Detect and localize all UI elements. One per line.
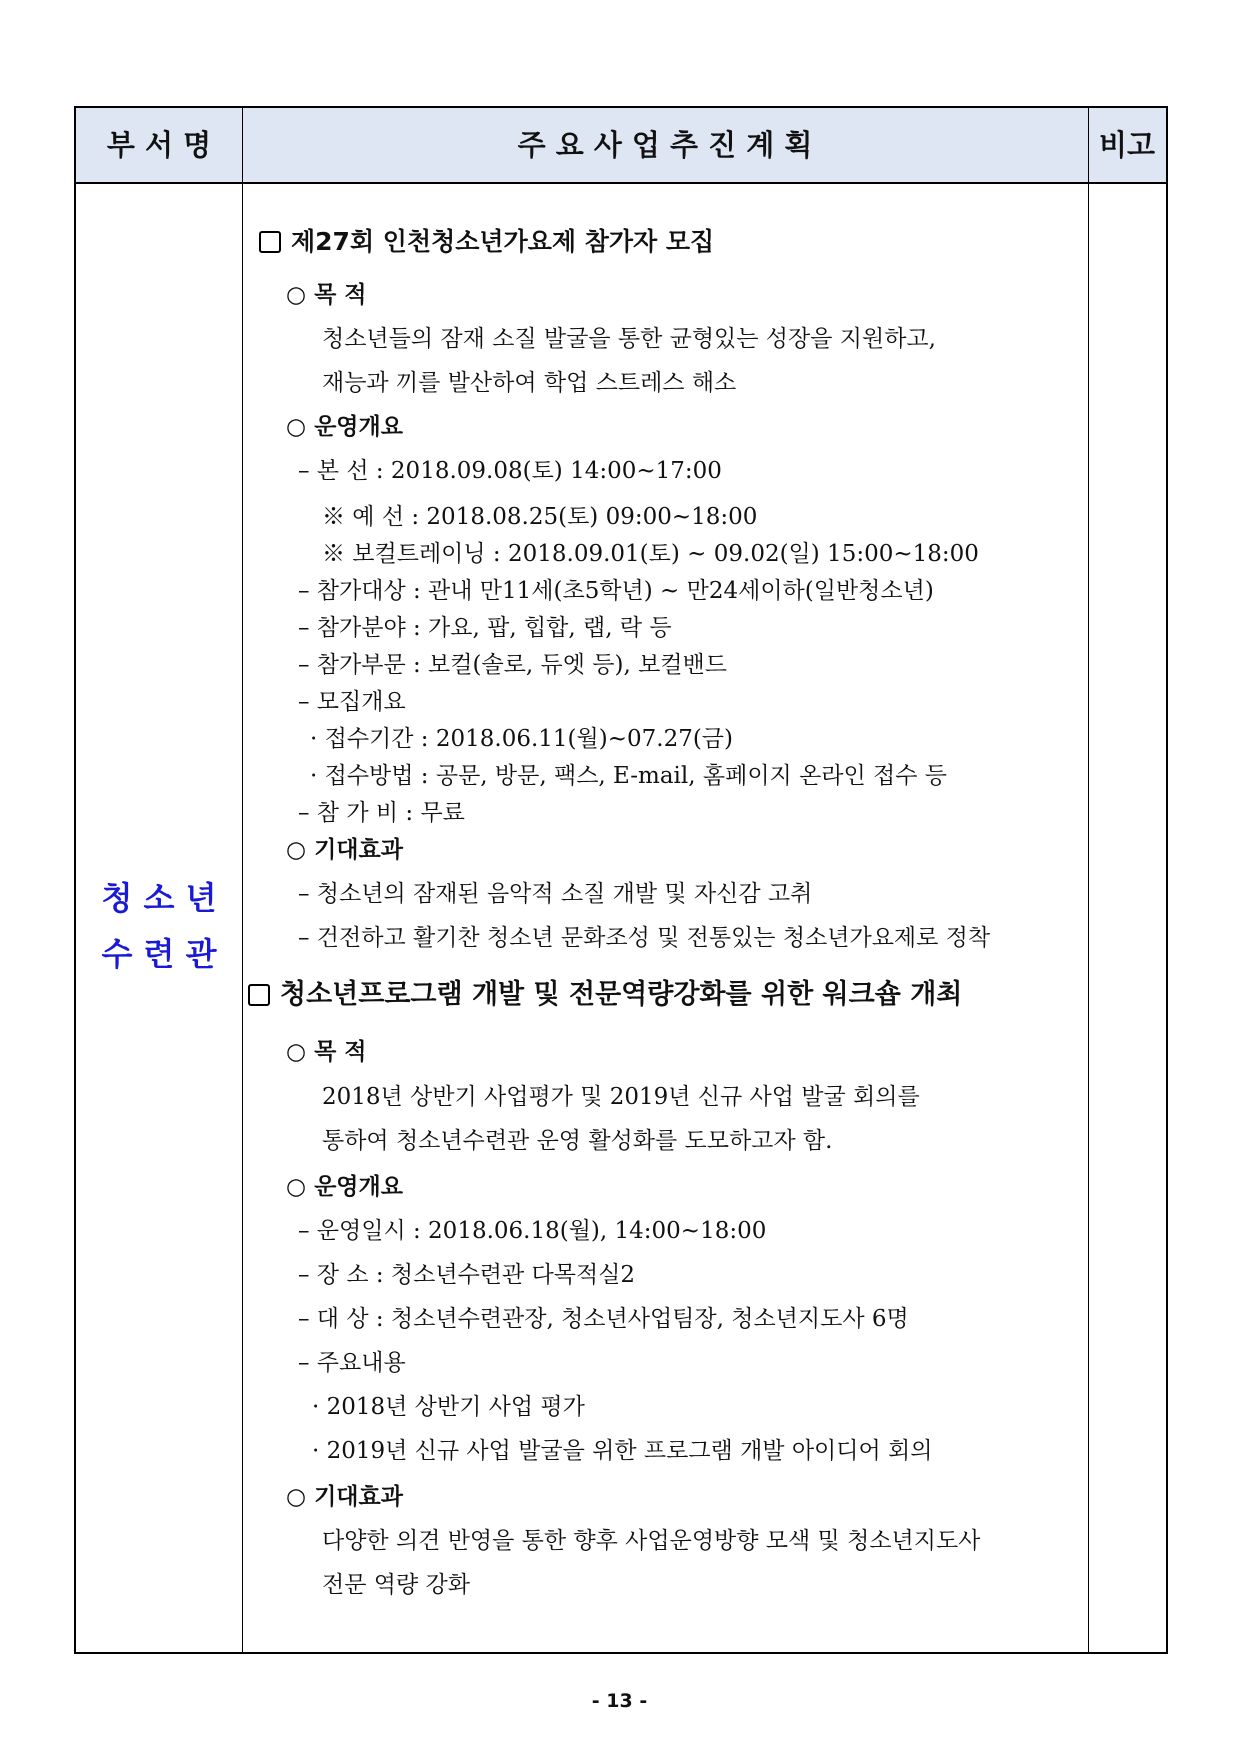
section2-effect-heading: ○ 기대효과 [286,1484,403,1510]
section2-title-row [248,972,962,1011]
section1-prelim: ※ 예 선 : 2018.08.25(토) 09:00~18:00 [322,504,758,530]
section1-purpose-line1: 청소년들의 잠재 소질 발굴을 통한 균형있는 성장을 지원하고, [322,326,936,352]
department-line1: 청 소 년 [101,879,217,917]
plan-table [74,106,1168,1654]
section1-purpose-heading: ○ 목 적 [286,282,367,308]
section1-recruit: – 모집개요 [298,689,406,715]
department-line2: 수 련 관 [101,935,217,973]
column-divider [242,108,243,1652]
section1-purpose-line2: 재능과 끼를 발산하여 학업 스트레스 해소 [322,370,737,396]
section1-effect1: – 청소년의 잠재된 음악적 소질 개발 및 자신감 고취 [298,881,813,907]
section1-main: – 본 선 : 2018.09.08(토) 14:00~17:00 [298,458,722,484]
section2-purpose-heading: ○ 목 적 [286,1039,367,1065]
section1-effect2: – 건전하고 활기찬 청소년 문화조성 및 전통있는 청소년가요제로 정착 [298,925,991,951]
section2-purpose-line2: 통하여 청소년수련관 운영 활성화를 도모하고자 함. [322,1128,833,1154]
header-dept: 부 서 명 [106,128,212,162]
section2-effect-line2: 전문 역량 강화 [322,1572,470,1598]
section2-overview-heading: ○ 운영개요 [286,1174,403,1200]
section2-datetime: – 운영일시 : 2018.06.18(월), 14:00~18:00 [298,1218,767,1244]
section1-overview-heading: ○ 운영개요 [286,414,403,440]
section1-field: – 참가분야 : 가요, 팝, 힙합, 랩, 락 등 [298,615,672,641]
header-note: 비고 [1098,128,1156,162]
section1-target: – 참가대상 : 관내 만11세(초5학년) ~ 만24세이하(일반청소년) [298,578,934,604]
section1-period: · 접수기간 : 2018.06.11(월)~07.27(금) [310,726,733,752]
section2-content2: · 2019년 신규 사업 발굴을 위한 프로그램 개발 아이디어 회의 [312,1438,933,1464]
department-name [76,870,242,982]
checkbox-icon [248,984,270,1006]
section1-title-row [259,222,714,258]
section2-content1: · 2018년 상반기 사업 평가 [312,1394,585,1420]
section2-place: – 장 소 : 청소년수련관 다목적실2 [298,1262,636,1288]
section2-effect-line1: 다양한 의견 반영을 통한 향후 사업운영방향 모색 및 청소년지도사 [322,1528,981,1554]
section1-vocal: ※ 보컬트레이닝 : 2018.09.01(토) ~ 09.02(일) 15:00~18:00 [322,541,979,567]
section2-target: – 대 상 : 청소년수련관장, 청소년사업팀장, 청소년지도사 6명 [298,1306,909,1332]
page-number: - 13 - [591,1690,648,1712]
column-divider [1088,108,1089,1652]
section1-fee: – 참 가 비 : 무료 [298,800,465,826]
section2-purpose-line1: 2018년 상반기 사업평가 및 2019년 신규 사업 발굴 회의를 [322,1084,920,1110]
section2-content: – 주요내용 [298,1350,406,1376]
section1-division: – 참가부문 : 보컬(솔로, 듀엣 등), 보컬밴드 [298,652,727,678]
section2-title: 청소년프로그램 개발 및 전문역량강화를 위한 워크숍 개최 [280,979,963,1010]
header-plan: 주 요 사 업 추 진 계 획 [517,128,813,162]
table-header [76,108,1166,184]
section1-title: 제27회 인천청소년가요제 참가자 모집 [291,227,715,256]
checkbox-icon [259,231,281,253]
section1-method: · 접수방법 : 공문, 방문, 팩스, E-mail, 홈페이지 온라인 접수 등 [310,763,947,789]
section1-effect-heading: ○ 기대효과 [286,837,403,863]
